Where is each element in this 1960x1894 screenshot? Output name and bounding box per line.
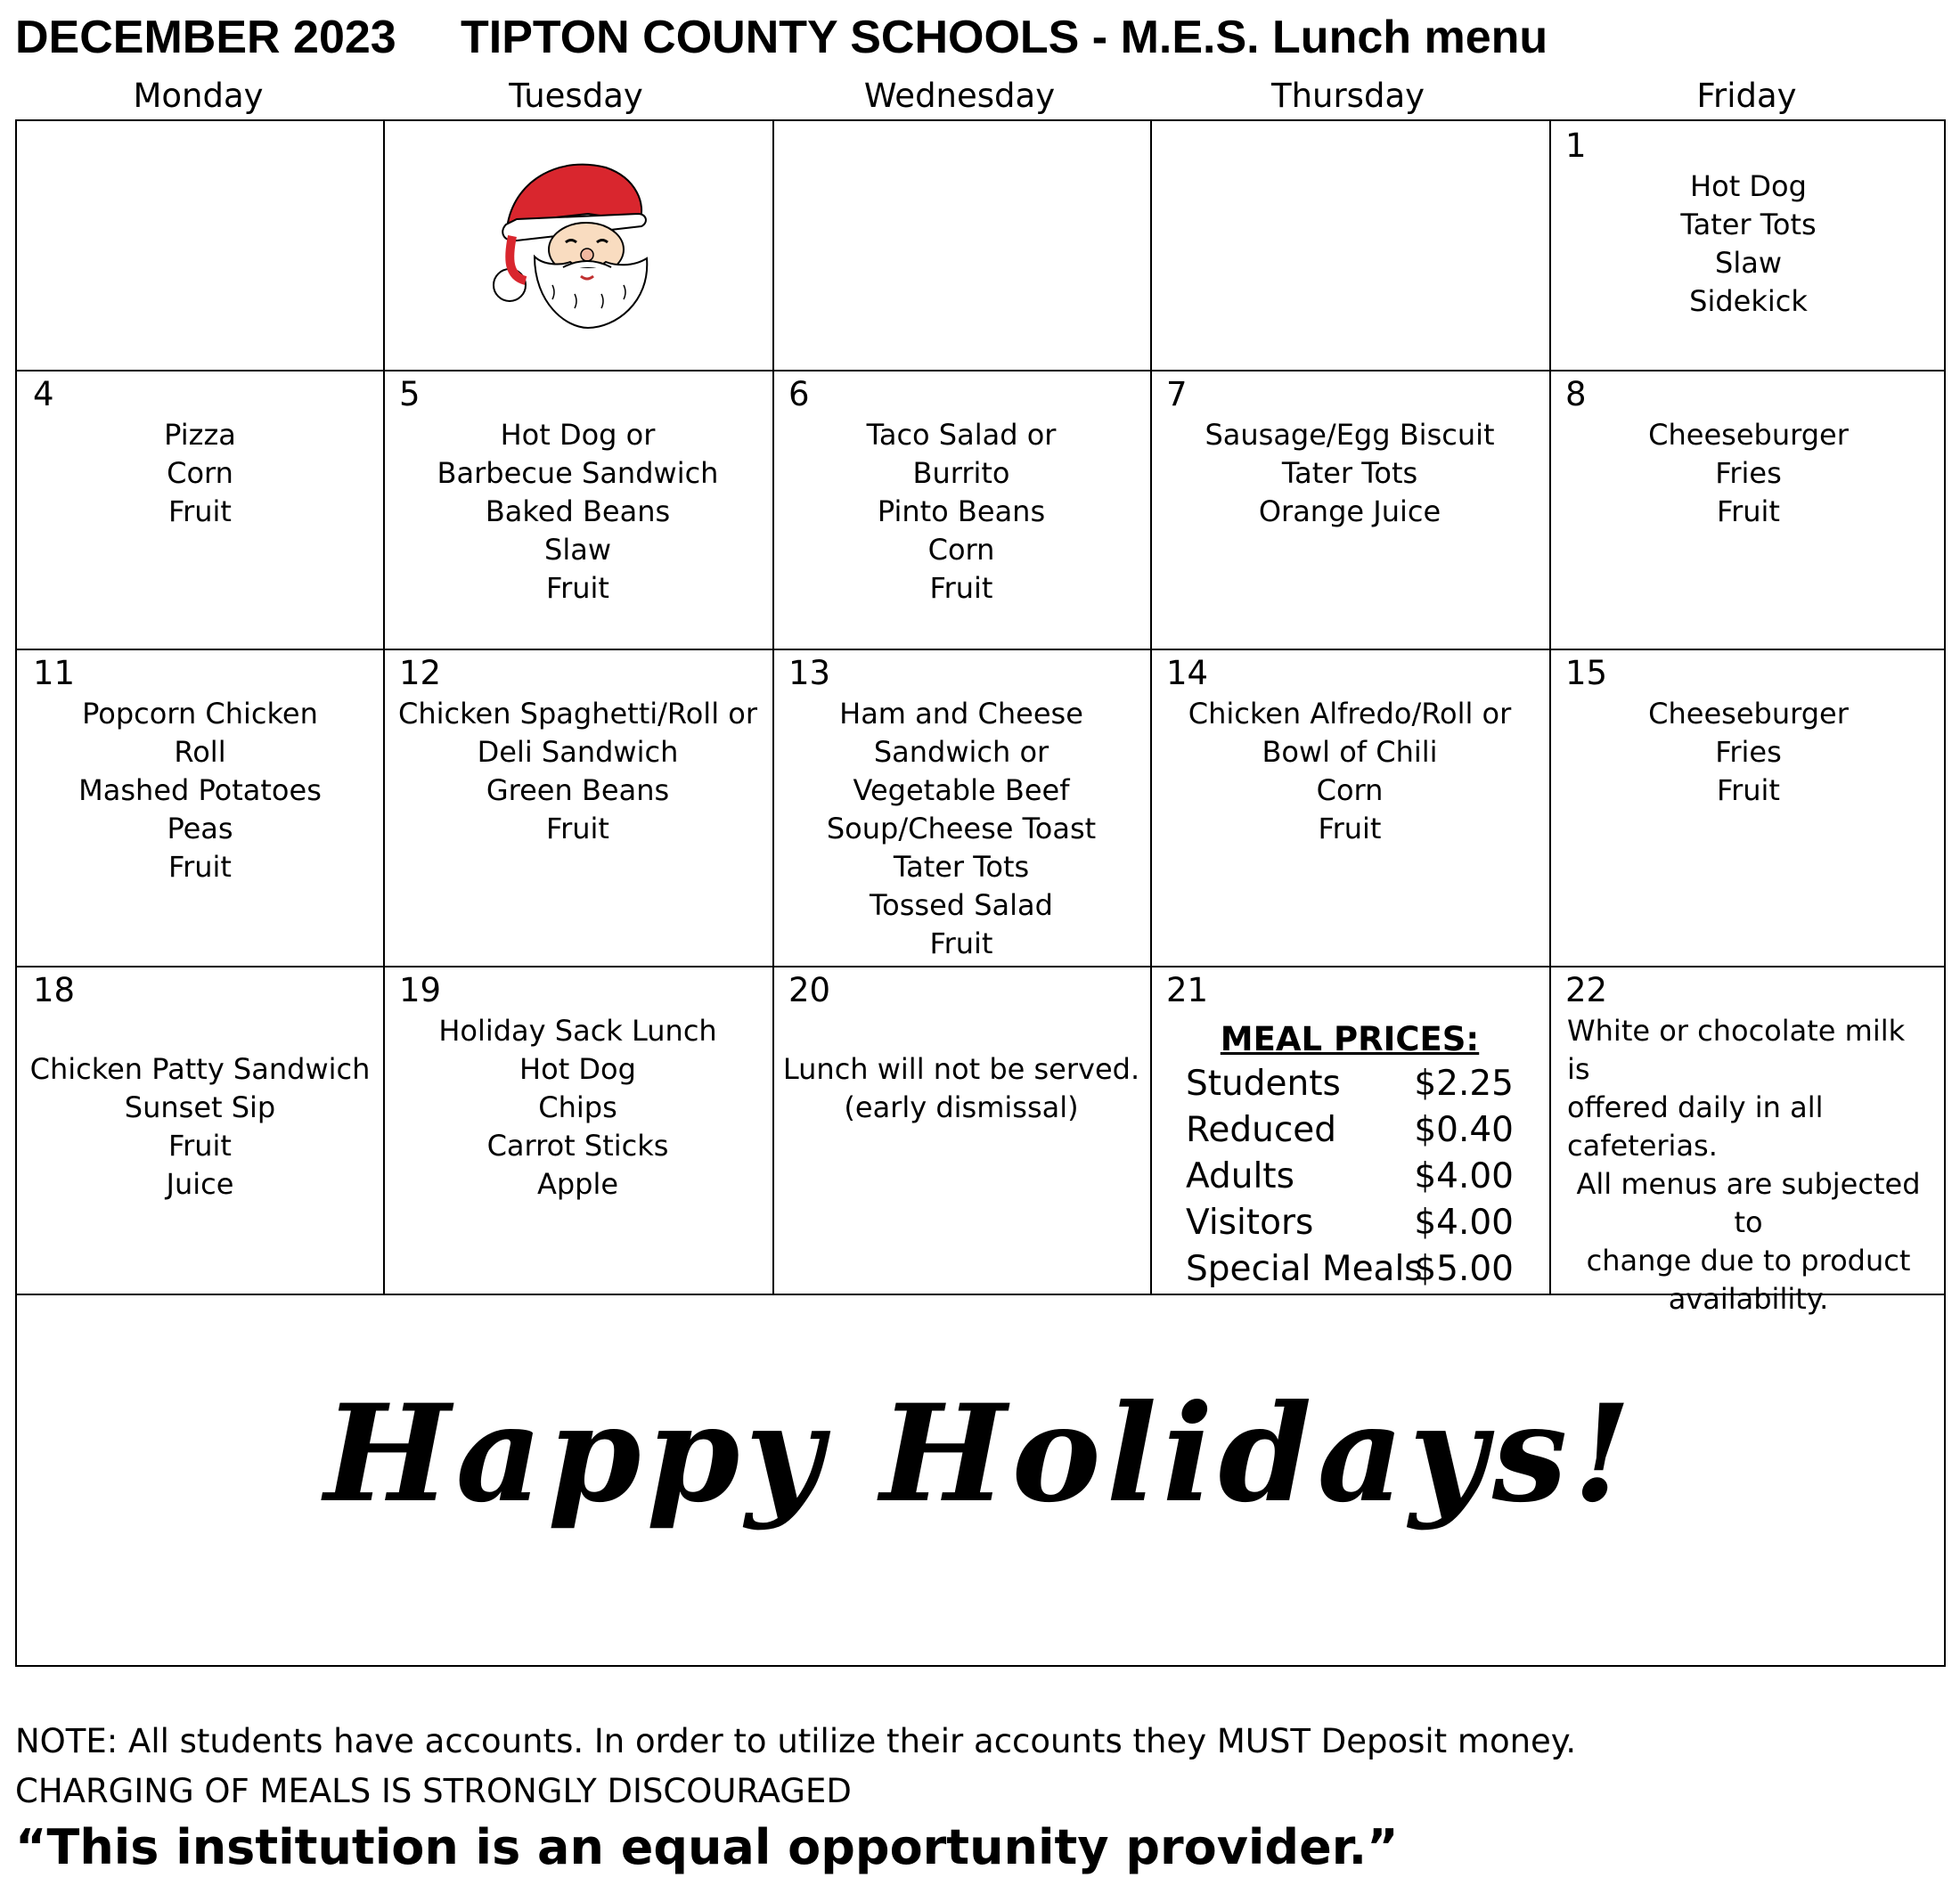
menu-item: Slaw [1715, 246, 1782, 280]
menu-item: Carrot Sticks [486, 1129, 669, 1163]
calendar-cell-dec-14 [1150, 649, 1549, 966]
calendar-cell-dec-19 [383, 966, 772, 1294]
meal-prices-title: MEAL PRICES: [1220, 1020, 1480, 1058]
menu-item: Hot Dog [519, 1052, 636, 1086]
day-header-friday: Friday [1696, 77, 1797, 115]
price-label: Special Meals [1186, 1249, 1423, 1289]
price-label: Students [1186, 1064, 1341, 1104]
menu-item: Holiday Sack Lunch [438, 1014, 717, 1048]
menu-item: Sausage/Egg Biscuit [1205, 418, 1495, 452]
menu-items [17, 416, 383, 531]
menu-item: Burrito [912, 456, 1010, 490]
menu-item: Tossed Salad [870, 888, 1053, 922]
price-label: Visitors [1186, 1203, 1314, 1243]
calendar-cell-dec-15 [1549, 649, 1948, 966]
menu-items [1549, 695, 1948, 810]
accounts-note: NOTE: All students have accounts. In order to utilize their accounts they MUST Deposit money. [15, 1722, 1577, 1760]
menu-item: Popcorn Chicken [82, 697, 318, 731]
menu-item: Fruit [168, 494, 232, 528]
price-label: Adults [1186, 1156, 1294, 1196]
menu-item: Chicken Alfredo/Roll or [1188, 697, 1512, 731]
date-number: 8 [1565, 375, 1587, 413]
menu-item: Hot Dog [1690, 169, 1807, 203]
date-number: 20 [788, 971, 831, 1009]
price-row-students [1186, 1061, 1514, 1107]
menu-item: Cheeseburger [1648, 697, 1849, 731]
menu-item: Chips [538, 1090, 617, 1124]
menu-item: Fruit [168, 850, 232, 884]
menu-items [1150, 695, 1549, 848]
equal-opportunity-statement: “This institution is an equal opportunity provider.” [15, 1819, 1399, 1875]
price-row-reduced [1186, 1107, 1514, 1154]
menu-item: Fruit [546, 812, 609, 845]
price-value: $4.00 [1414, 1156, 1514, 1196]
menu-item: Pinto Beans [877, 494, 1046, 528]
menu-items [772, 695, 1150, 963]
menu-item: Fruit [929, 571, 993, 605]
menu-item: Fruit [168, 1129, 232, 1163]
price-row-adults [1186, 1154, 1514, 1200]
calendar-grid [15, 119, 1946, 1667]
price-value: $0.40 [1414, 1110, 1514, 1150]
date-number: 6 [788, 375, 810, 413]
menu-item: Soup/Cheese Toast [826, 812, 1097, 845]
menu-items [17, 1050, 383, 1204]
note-line: availability. [1668, 1282, 1829, 1316]
menu-items [383, 695, 772, 848]
menu-items [1549, 167, 1948, 321]
calendar-cell-dec-20 [772, 966, 1150, 1294]
menu-items [1150, 416, 1549, 531]
note-line: cafeterias. [1567, 1129, 1718, 1163]
santa-claus-image [481, 151, 677, 330]
date-number: 22 [1565, 971, 1608, 1009]
menu-item: Roll [174, 735, 226, 769]
menu-item: Fries [1715, 735, 1782, 769]
calendar-cell-dec-13 [772, 649, 1150, 966]
menu-item: Deli Sandwich [477, 735, 679, 769]
menu-items [17, 695, 383, 886]
menu-items [1549, 416, 1948, 531]
calendar-cell-dec-6 [772, 370, 1150, 649]
menu-item: Tater Tots [1680, 208, 1817, 241]
date-number: 21 [1166, 971, 1209, 1009]
date-number: 1 [1565, 127, 1587, 165]
date-number: 12 [399, 654, 442, 692]
holiday-banner [17, 1294, 1944, 1665]
menu-item: Pizza [164, 418, 236, 452]
menu-item: Peas [167, 812, 233, 845]
menu-item: Ham and Cheese [839, 697, 1083, 731]
menu-item: Fruit [929, 927, 993, 960]
menu-item: Bowl of Chili [1262, 735, 1438, 769]
day-header-monday: Monday [133, 77, 264, 115]
date-number: 18 [33, 971, 76, 1009]
date-number: 7 [1166, 375, 1188, 413]
day-header-thursday: Thursday [1270, 77, 1425, 115]
price-value: $2.25 [1414, 1064, 1514, 1104]
calendar-cell-dec-21 [1150, 966, 1549, 1294]
menu-item: Chicken Patty Sandwich [29, 1052, 371, 1086]
menu-item: Green Beans [486, 773, 670, 807]
menu-items [383, 1012, 772, 1204]
note-line: offered daily in all [1567, 1090, 1824, 1124]
date-number: 14 [1166, 654, 1209, 692]
happy-holidays-text: Happy Holidays! [323, 1376, 1637, 1532]
date-number: 5 [399, 375, 421, 413]
calendar-cell-dec-8 [1549, 370, 1948, 649]
menu-item: Baked Beans [485, 494, 671, 528]
menu-item: Tater Tots [1281, 456, 1418, 490]
menu-item: Sandwich or [873, 735, 1049, 769]
menu-item: (early dismissal) [844, 1090, 1079, 1124]
date-number: 19 [399, 971, 442, 1009]
school-title: TIPTON COUNTY SCHOOLS - M.E.S. Lunch menu [461, 12, 1548, 63]
menu-item: Hot Dog or [500, 418, 656, 452]
menu-item: Fruit [1717, 494, 1780, 528]
menu-items [772, 416, 1150, 608]
menu-item: Cheeseburger [1648, 418, 1849, 452]
menu-item: Sidekick [1689, 284, 1808, 318]
date-number: 15 [1565, 654, 1608, 692]
date-number: 13 [788, 654, 831, 692]
month-label: DECEMBER 2023 [15, 12, 396, 63]
menu-item: Apple [536, 1167, 619, 1201]
day-header-tuesday: Tuesday [509, 77, 643, 115]
price-row-visitors [1186, 1200, 1514, 1246]
menu-item: Juice [166, 1167, 234, 1201]
note-line: All menus are subjected to [1576, 1167, 1921, 1239]
calendar-cell-dec-4 [17, 370, 383, 649]
menu-item: Fruit [546, 571, 609, 605]
date-number: 11 [33, 654, 76, 692]
day-header-wednesday: Wednesday [863, 77, 1056, 115]
date-number: 4 [33, 375, 54, 413]
menu-item: Slaw [544, 533, 611, 567]
price-value: $4.00 [1414, 1203, 1514, 1243]
menu-item: Orange Juice [1258, 494, 1441, 528]
menu-item: Corn [1316, 773, 1384, 807]
menu-item: Lunch will not be served. [782, 1052, 1140, 1086]
menu-item: Chicken Spaghetti/Roll or [398, 697, 757, 731]
calendar-cell-dec-12 [383, 649, 772, 966]
menu-item: Fries [1715, 456, 1782, 490]
calendar-cell-dec-1 [1549, 121, 1948, 370]
price-value: $5.00 [1414, 1249, 1514, 1289]
calendar-cell-week1-tue [383, 121, 772, 370]
calendar-cell-dec-7 [1150, 370, 1549, 649]
calendar-cell-dec-22 [1549, 966, 1948, 1316]
menu-item: Corn [167, 456, 233, 490]
menu-item: Fruit [1318, 812, 1382, 845]
menu-item: Fruit [1717, 773, 1780, 807]
calendar-cell-dec-5 [383, 370, 772, 649]
menu-item: Taco Salad or [866, 418, 1057, 452]
menu-item: Corn [927, 533, 995, 567]
menu-item: Vegetable Beef [853, 773, 1070, 807]
menu-item: Sunset Sip [124, 1090, 276, 1124]
price-label: Reduced [1186, 1110, 1337, 1150]
menu-items [772, 1050, 1150, 1127]
menu-item: Barbecue Sandwich [437, 456, 719, 490]
charging-note: CHARGING OF MEALS IS STRONGLY DISCOURAGED [15, 1772, 852, 1810]
calendar-cell-dec-11 [17, 649, 383, 966]
price-row-special-meals [1186, 1246, 1514, 1293]
menu-item: Tater Tots [893, 850, 1030, 884]
menu-items [383, 416, 772, 608]
menu-title [15, 11, 1948, 64]
milk-note [1567, 1012, 1930, 1165]
note-line: change due to product [1586, 1244, 1911, 1278]
note-line: White or chocolate milk is [1567, 1014, 1906, 1086]
calendar-cell-dec-18 [17, 966, 383, 1294]
menu-item: Mashed Potatoes [78, 773, 322, 807]
